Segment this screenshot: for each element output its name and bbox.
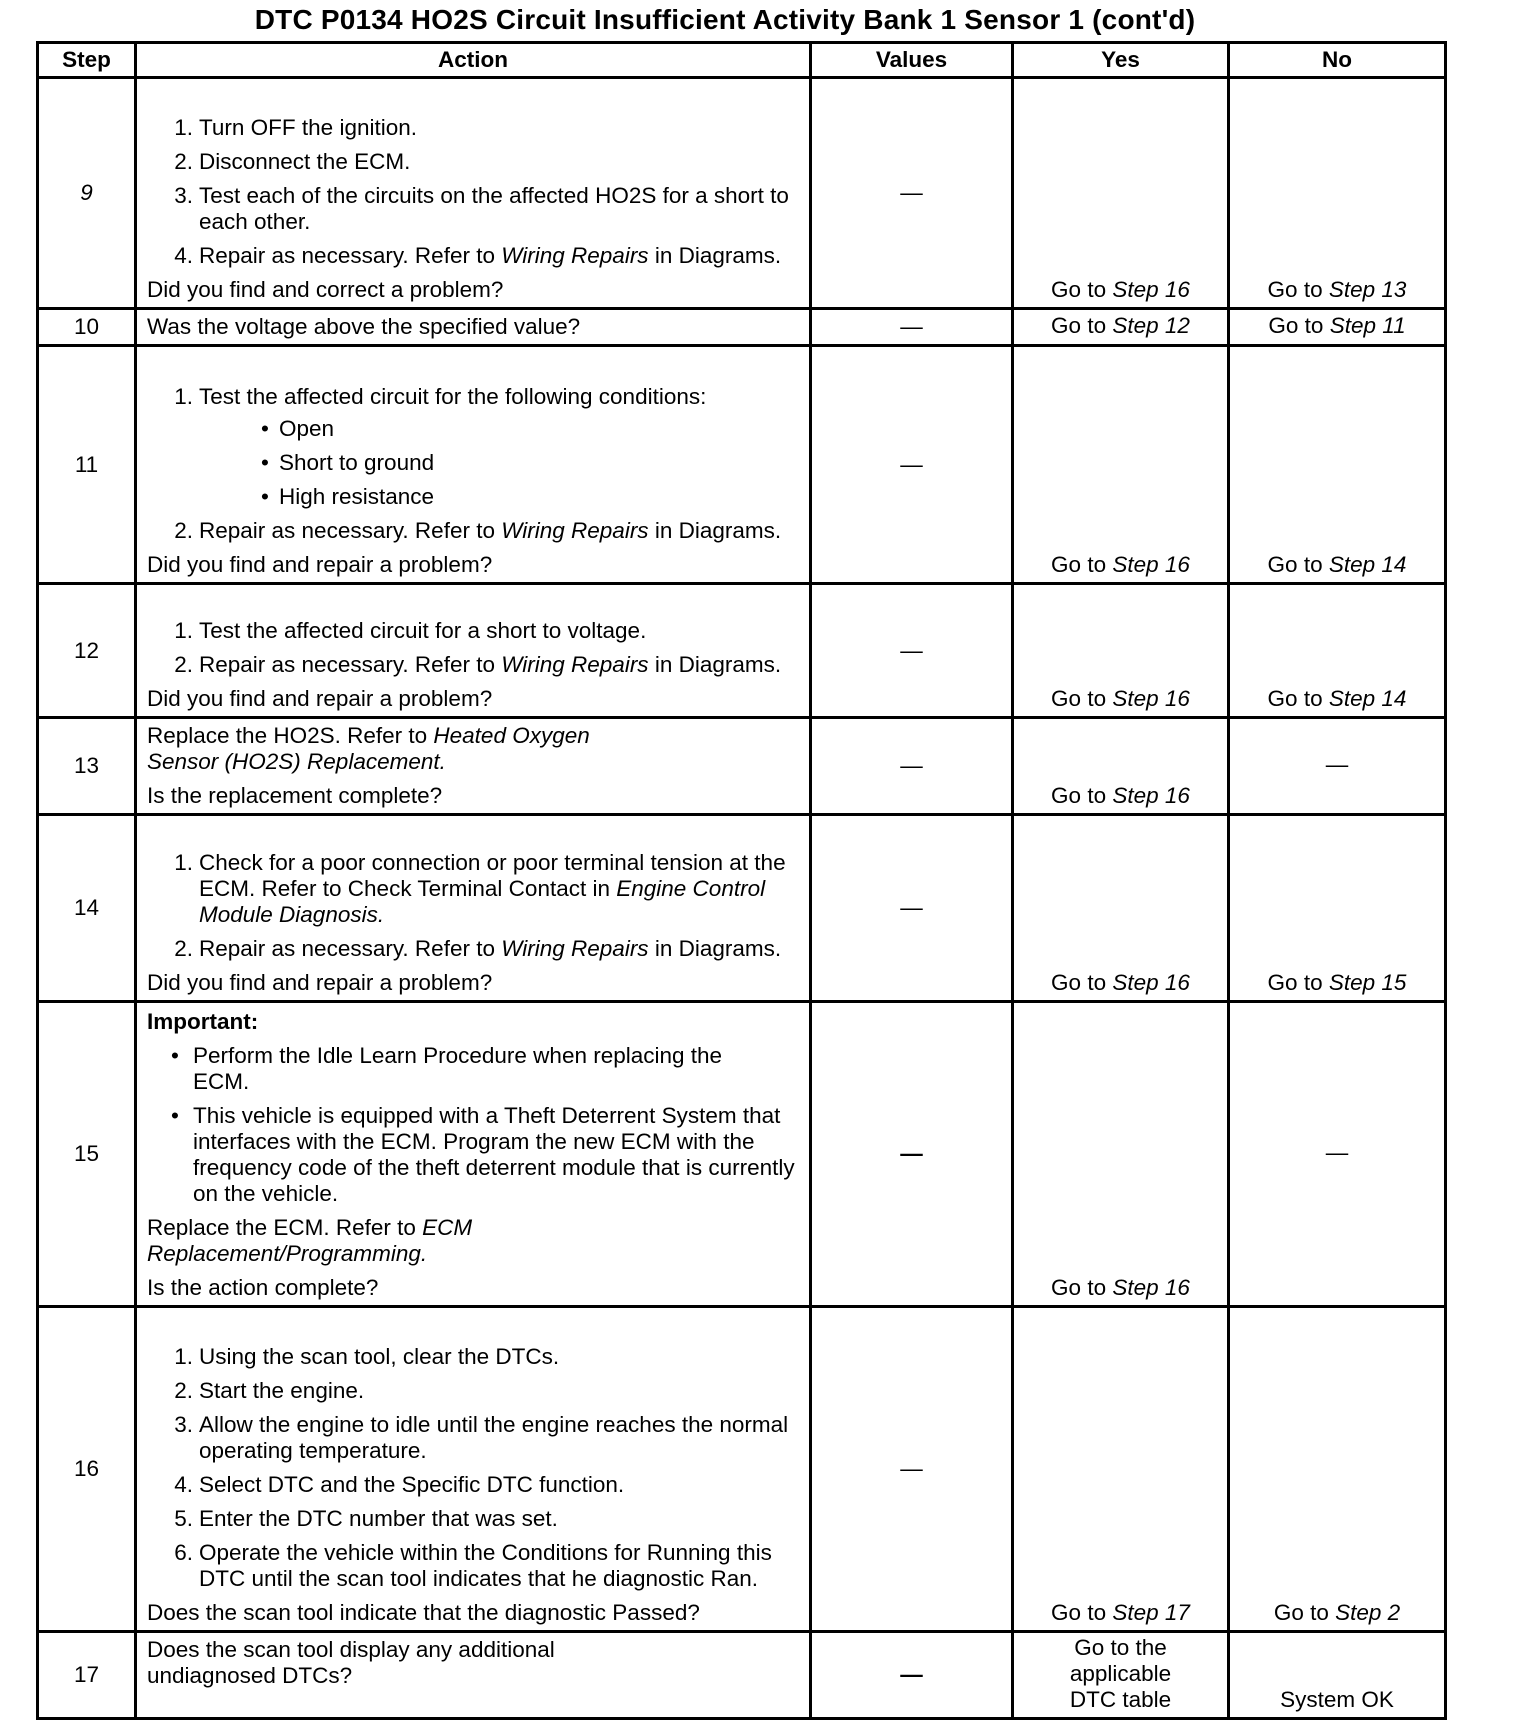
important-note: • This vehicle is equipped with a Theft Deterrent System that interfaces with the ECM. Program the new ECM with the frequency code of the theft deterrent module that is currently on the vehicle. [147,1103,801,1207]
action-item: Test the affected circuit for a short to voltage. [199,618,647,643]
no-step-number: 2 [1387,1600,1401,1625]
no-step-number: 14 [1381,686,1407,711]
value-dash: — [811,1307,1013,1632]
action-item: Enter the DTC number that was set. [199,1506,558,1531]
step-number: 17 [38,1632,136,1719]
yes-cell: Go to Step 17 [1013,1307,1229,1632]
action-item: Operate the vehicle within the Conditions for Running this DTC until the scan tool indicates that he diagnostic Ran. [199,1540,772,1591]
question: Did you find and repair a problem? [147,686,493,711]
no-step-number: 11 [1382,313,1406,338]
value-dash: — [811,718,1013,815]
yes-cell: Go to Step 16 [1013,584,1229,718]
yes-cell: Go to Step 16 [1013,815,1229,1002]
procedure-ref: Engine Control Module Diagnosis. [199,876,766,927]
action-cell: 1. Test the affected circuit for a short to voltage. 2. Repair as necessary. Refer to Wiring Repairs in Diagrams. Did you find and repair a problem? [136,584,811,718]
condition-item: • Short to ground [199,450,801,476]
repair-text-end: in Diagrams. [648,652,782,677]
table-row [38,1002,1446,1307]
page-title: DTC P0134 HO2S Circuit Insufficient Activity Bank 1 Sensor 1 (cont'd) [254,4,1196,35]
action-item: Test the affected circuit for the following conditions: [199,384,707,409]
header-row [38,43,1446,78]
action-cell [136,718,811,815]
no-cell: System OK [1229,1632,1446,1719]
important-label: Important: [147,1009,259,1034]
no-dash: — [1229,718,1446,815]
yes-step-number: 12 [1164,313,1190,338]
question: Is the replacement complete? [147,783,443,808]
no-step-number: 13 [1381,277,1407,302]
no-cell: Go to Step 15 [1229,815,1446,1002]
step-number: 11 [38,346,136,584]
yes-step-number: 16 [1164,970,1190,995]
question: Does the scan tool display any additional undiagnosed DTCs? [147,1637,555,1688]
no-dash: — [1229,1002,1446,1307]
step-number: 9 [38,78,136,309]
yes-step-number: 16 [1164,277,1190,302]
step-number: 14 [38,815,136,1002]
action-cell: 1. Check for a poor connection or poor terminal tension at the ECM. Refer to Check Terminal Contact in Engine Control Module Diagnosis. 2. Repair as necessary. Refer to Wiring Repairs in Diagrams. Did you find and repair a problem? [136,815,811,1002]
table-row [38,346,1446,584]
step-number: 12 [38,584,136,718]
yes-cell: Go to the applicable DTC table [1013,1632,1229,1719]
wiring-repairs-ref: Wiring Repairs [501,243,649,268]
step-number: 13 [38,718,136,815]
no-cell: Go to Step 14 [1229,584,1446,718]
repair-text: Repair as necessary. Refer to [199,243,502,268]
value-dash: — [811,309,1013,346]
action-item: Test each of the circuits on the affected HO2S for a short to each other. [199,183,789,234]
header-yes: Yes [1013,43,1229,78]
procedure-ref: Heated Oxygen Sensor (HO2S) Replacement. [147,723,590,774]
yes-cell: Go to Step 16 [1013,346,1229,584]
table-row [38,78,1446,309]
action-text: Replace the HO2S. Refer to [147,723,434,748]
question: Did you find and repair a problem? [147,970,493,995]
value-dash: — [811,78,1013,309]
wiring-repairs-ref: Wiring Repairs [501,518,649,543]
action-item: Turn OFF the ignition. [199,115,418,140]
wiring-repairs-ref: Wiring Repairs [501,936,649,961]
question: Is the action complete? [147,1275,379,1300]
action-item: Using the scan tool, clear the DTCs. [199,1344,560,1369]
action-item: Check for a poor connection or poor terminal tension at the ECM. Refer to Check Terminal Contact in [199,850,786,901]
condition-item: • High resistance [199,484,801,510]
action-cell [136,1632,811,1719]
question: Does the scan tool indicate that the diagnostic Passed? [147,1600,700,1625]
yes-cell: Go to Step 16 [1013,1002,1229,1307]
value-dash: — [811,815,1013,1002]
value-dash: — [811,346,1013,584]
header-values: Values [811,43,1013,78]
question: Did you find and repair a problem? [147,552,493,577]
procedure-ref: ECM Replacement/Programming. [147,1215,473,1266]
action-item: Start the engine. [199,1378,365,1403]
header-action: Action [136,43,811,78]
no-step-number: 15 [1381,970,1407,995]
action-item: Select DTC and the Specific DTC function. [199,1472,625,1497]
diagnostic-table [36,41,1447,1720]
value-dash: — [811,1002,1013,1307]
repair-text-end: in Diagrams. [648,518,782,543]
action-cell: 1. Test the affected circuit for the following conditions: • Open • Short to ground • High resistance 2. Repair as necessary. Refer to Wiring Repairs in Diagrams. Did you find and repair a problem? [136,346,811,584]
yes-cell: Go to Step 16 [1013,718,1229,815]
action-text: Replace the ECM. Refer to [147,1215,423,1240]
table-row [38,718,1446,815]
action-item: Allow the engine to idle until the engine reaches the normal operating temperature. [199,1412,789,1463]
value-dash: — [811,1632,1013,1719]
no-cell: Go to Step 13 [1229,78,1446,309]
action-cell: 1. Turn OFF the ignition. 2. Disconnect the ECM. 3. Test each of the circuits on the affected HO2S for a short to each other. 4. Repair as necessary. Refer to Wiring Repairs in Diagrams. Did you find and correct a problem? [136,78,811,309]
yes-step-number: 17 [1164,1600,1190,1625]
step-number: 10 [38,309,136,346]
repair-text: Repair as necessary. Refer to [199,518,502,543]
action-cell [136,1002,811,1307]
no-cell: Go to Step 2 [1229,1307,1446,1632]
wiring-repairs-ref: Wiring Repairs [501,652,649,677]
yes-step-number: 16 [1164,552,1190,577]
header-no: No [1229,43,1446,78]
repair-text-end: in Diagrams. [648,936,782,961]
yes-step-number: 16 [1164,686,1190,711]
repair-text: Repair as necessary. Refer to [199,936,502,961]
table-row [38,1632,1446,1719]
yes-step-number: 16 [1164,1275,1190,1300]
repair-text: Repair as necessary. Refer to [199,652,502,677]
question: Did you find and correct a problem? [147,277,504,302]
no-cell: Go to Step 11 [1229,309,1446,346]
important-note: • Perform the Idle Learn Procedure when replacing the ECM. [147,1043,801,1095]
table-row [38,1307,1446,1632]
table-row [38,815,1446,1002]
repair-text-end: in Diagrams. [648,243,782,268]
condition-item: • Open [199,416,801,442]
header-step: Step [38,43,136,78]
yes-cell: Go to Step 12 [1013,309,1229,346]
action-cell [136,309,811,346]
action-cell: 1. Using the scan tool, clear the DTCs. 2. Start the engine. 3. Allow the engine to idle until the engine reaches the normal operating temperature. 4. Select DTC and the Specific DTC function. 5. Enter the DTC number that was set. 6. Operate the vehicle within the Conditions for Running this DTC until the scan tool indicates that he diagnostic Ran. Does the scan tool indicate that the diagnostic Passed? [136,1307,811,1632]
yes-cell: Go to Step 16 [1013,78,1229,309]
no-cell: Go to Step 14 [1229,346,1446,584]
table-row [38,584,1446,718]
yes-step-number: 16 [1164,783,1190,808]
value-dash: — [811,584,1013,718]
step-number: 15 [38,1002,136,1307]
question: Was the voltage above the specified value? [147,314,581,339]
step-number: 16 [38,1307,136,1632]
no-step-number: 14 [1381,552,1407,577]
table-row [38,309,1446,346]
action-item: Disconnect the ECM. [199,149,411,174]
